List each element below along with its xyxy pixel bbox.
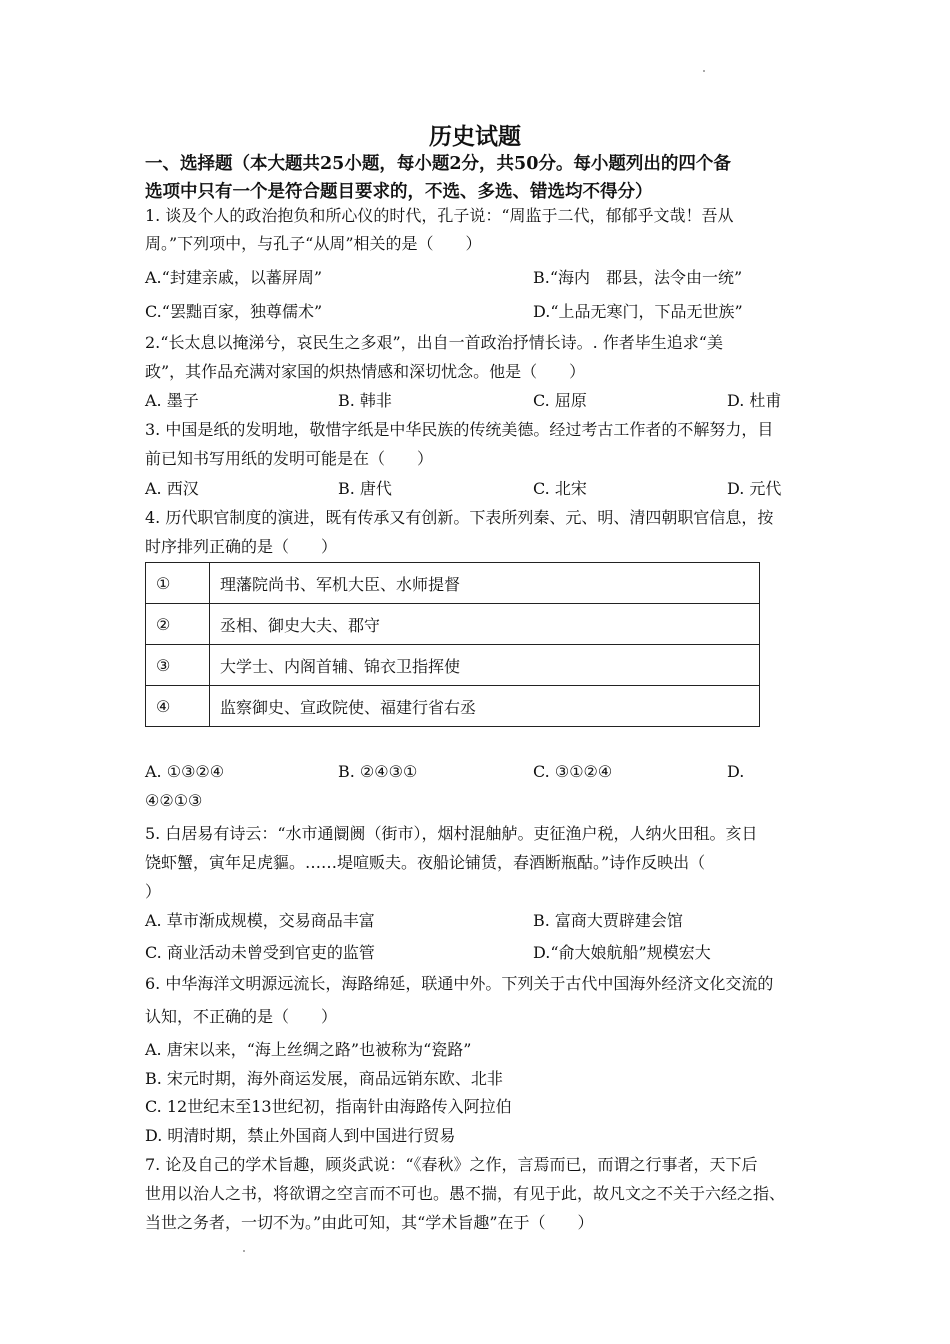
q2-option-a: A. 墨子 bbox=[145, 391, 199, 410]
row-number: ③ bbox=[146, 645, 210, 686]
section-heading-line-2: 选项中只有一个是符合题目要求的，不选、多选、错选均不得分） bbox=[145, 182, 653, 202]
q4-option-a: A. ①③②④ bbox=[145, 762, 225, 781]
q2-option-d: D. 杜甫 bbox=[727, 391, 782, 410]
q1-option-a: A.“封建亲戚，以蕃屏周” bbox=[145, 268, 323, 287]
q4-option-b: B. ②④③① bbox=[338, 762, 418, 781]
q1-stem-line-2: 周。”下列项中，与孔子“从周”相关的是（ ） bbox=[145, 234, 482, 253]
q3-stem-line-2: 前已知书写用纸的发明可能是在（ ） bbox=[145, 449, 434, 468]
q3-option-b: B. 唐代 bbox=[338, 479, 392, 498]
table-row bbox=[146, 604, 760, 645]
q5-stem-line-2: 饶虾蟹，寅年足虎貙。……堤喧贩夫。夜船论铺赁，春酒断瓶酤。”诗作反映出（ bbox=[145, 853, 706, 872]
q2-option-b: B. 韩非 bbox=[338, 391, 392, 410]
q4-option-d: D. bbox=[727, 762, 745, 781]
q2-stem-line-1: 2.“长太息以掩涕兮，哀民生之多艰”，出自一首政治抒情长诗。. 作者毕生追求“美 bbox=[145, 333, 723, 352]
q6-option-b: B. 宋元时期，海外商运发展，商品远销东欧、北非 bbox=[145, 1069, 503, 1088]
row-number: ① bbox=[146, 563, 210, 604]
row-officials: 丞相、御史大夫、郡守 bbox=[210, 604, 760, 645]
q6-option-d: D. 明清时期，禁止外国商人到中国进行贸易 bbox=[145, 1126, 456, 1145]
q5-stem-line-1: 5. 白居易有诗云：“水市通阛阓（街市），烟村混舳舻。吏征渔户税，人纳火田租。亥日 bbox=[145, 824, 758, 843]
q4-option-d-value: ④②①③ bbox=[145, 791, 203, 810]
page-title: 历史试题 bbox=[429, 123, 521, 150]
q3-option-c: C. 北宋 bbox=[533, 479, 587, 498]
q1-stem-line-1: 1. 谈及个人的政治抱负和所心仪的时代，孔子说：“周监于二代，郁郁乎文哉！吾从 bbox=[145, 206, 734, 225]
q3-option-a: A. 西汉 bbox=[145, 479, 199, 498]
official-titles-table bbox=[145, 562, 760, 727]
q4-option-c: C. ③①②④ bbox=[533, 762, 613, 781]
q7-stem-line-1: 7. 论及自己的学术旨趣，顾炎武说：“《春秋》之作，言焉而已，而谓之行事者，天下后 bbox=[145, 1155, 758, 1174]
table-row bbox=[146, 563, 760, 604]
q5-option-d: D.“俞大娘航船”规模宏大 bbox=[533, 943, 711, 962]
q1-option-d: D.“上品无寒门，下品无世族” bbox=[533, 302, 743, 321]
q6-stem-line-2: 认知，不正确的是（ ） bbox=[145, 1007, 338, 1026]
q7-stem-line-2: 世用以治人之书，将欲谓之空言而不可也。愚不揣，有见于此，故凡文之不关于六经之指、 bbox=[145, 1184, 786, 1203]
q2-stem-line-2: 政”，其作品充满对家国的炽热情感和深切忧念。他是（ ） bbox=[145, 362, 586, 381]
q4-stem-line-2: 时序排列正确的是（ ） bbox=[145, 537, 338, 556]
q5-option-a: A. 草市渐成规模，交易商品丰富 bbox=[145, 911, 375, 930]
table-row bbox=[146, 686, 760, 727]
row-number: ② bbox=[146, 604, 210, 645]
q5-option-b: B. 富商大贾辟建会馆 bbox=[533, 911, 683, 930]
q1-option-c: C.“罢黜百家，独尊儒术” bbox=[145, 302, 323, 321]
row-officials: 理藩院尚书、军机大臣、水师提督 bbox=[210, 563, 760, 604]
q3-stem-line-1: 3. 中国是纸的发明地，敬惜字纸是中华民族的传统美德。经过考古工作者的不解努力，目 bbox=[145, 420, 774, 439]
q6-option-a: A. 唐宋以来，“海上丝绸之路”也被称为“瓷路” bbox=[145, 1040, 472, 1059]
q7-stem-line-3: 当世之务者，一切不为。”由此可知，其“学术旨趣”在于（ ） bbox=[145, 1213, 594, 1232]
q6-stem-line-1: 6. 中华海洋文明源远流长，海路绵延，联通中外。下列关于古代中国海外经济文化交流的 bbox=[145, 974, 774, 993]
section-heading-line-1: 一、选择题（本大题共25小题，每小题2分，共50分。每小题列出的四个备 bbox=[145, 154, 731, 174]
q2-option-c: C. 屈原 bbox=[533, 391, 587, 410]
corner-mark bbox=[703, 70, 705, 72]
row-officials: 大学士、内阁首辅、锦衣卫指挥使 bbox=[210, 645, 760, 686]
row-number: ④ bbox=[146, 686, 210, 727]
q5-stem-line-3: ） bbox=[145, 882, 162, 901]
q5-option-c: C. 商业活动未曾受到官吏的监管 bbox=[145, 943, 375, 962]
table-row bbox=[146, 645, 760, 686]
q3-option-d: D. 元代 bbox=[727, 479, 782, 498]
q6-option-c: C. 12世纪末至13世纪初，指南针由海路传入阿拉伯 bbox=[145, 1097, 512, 1116]
q1-option-b: B.“海内 郡县，法令由一统” bbox=[533, 268, 743, 287]
footer-mark bbox=[243, 1250, 245, 1252]
q4-stem-line-1: 4. 历代职官制度的演进，既有传承又有创新。下表所列秦、元、明、清四朝职官信息，按 bbox=[145, 508, 774, 527]
row-officials: 监察御史、宣政院使、福建行省右丞 bbox=[210, 686, 760, 727]
